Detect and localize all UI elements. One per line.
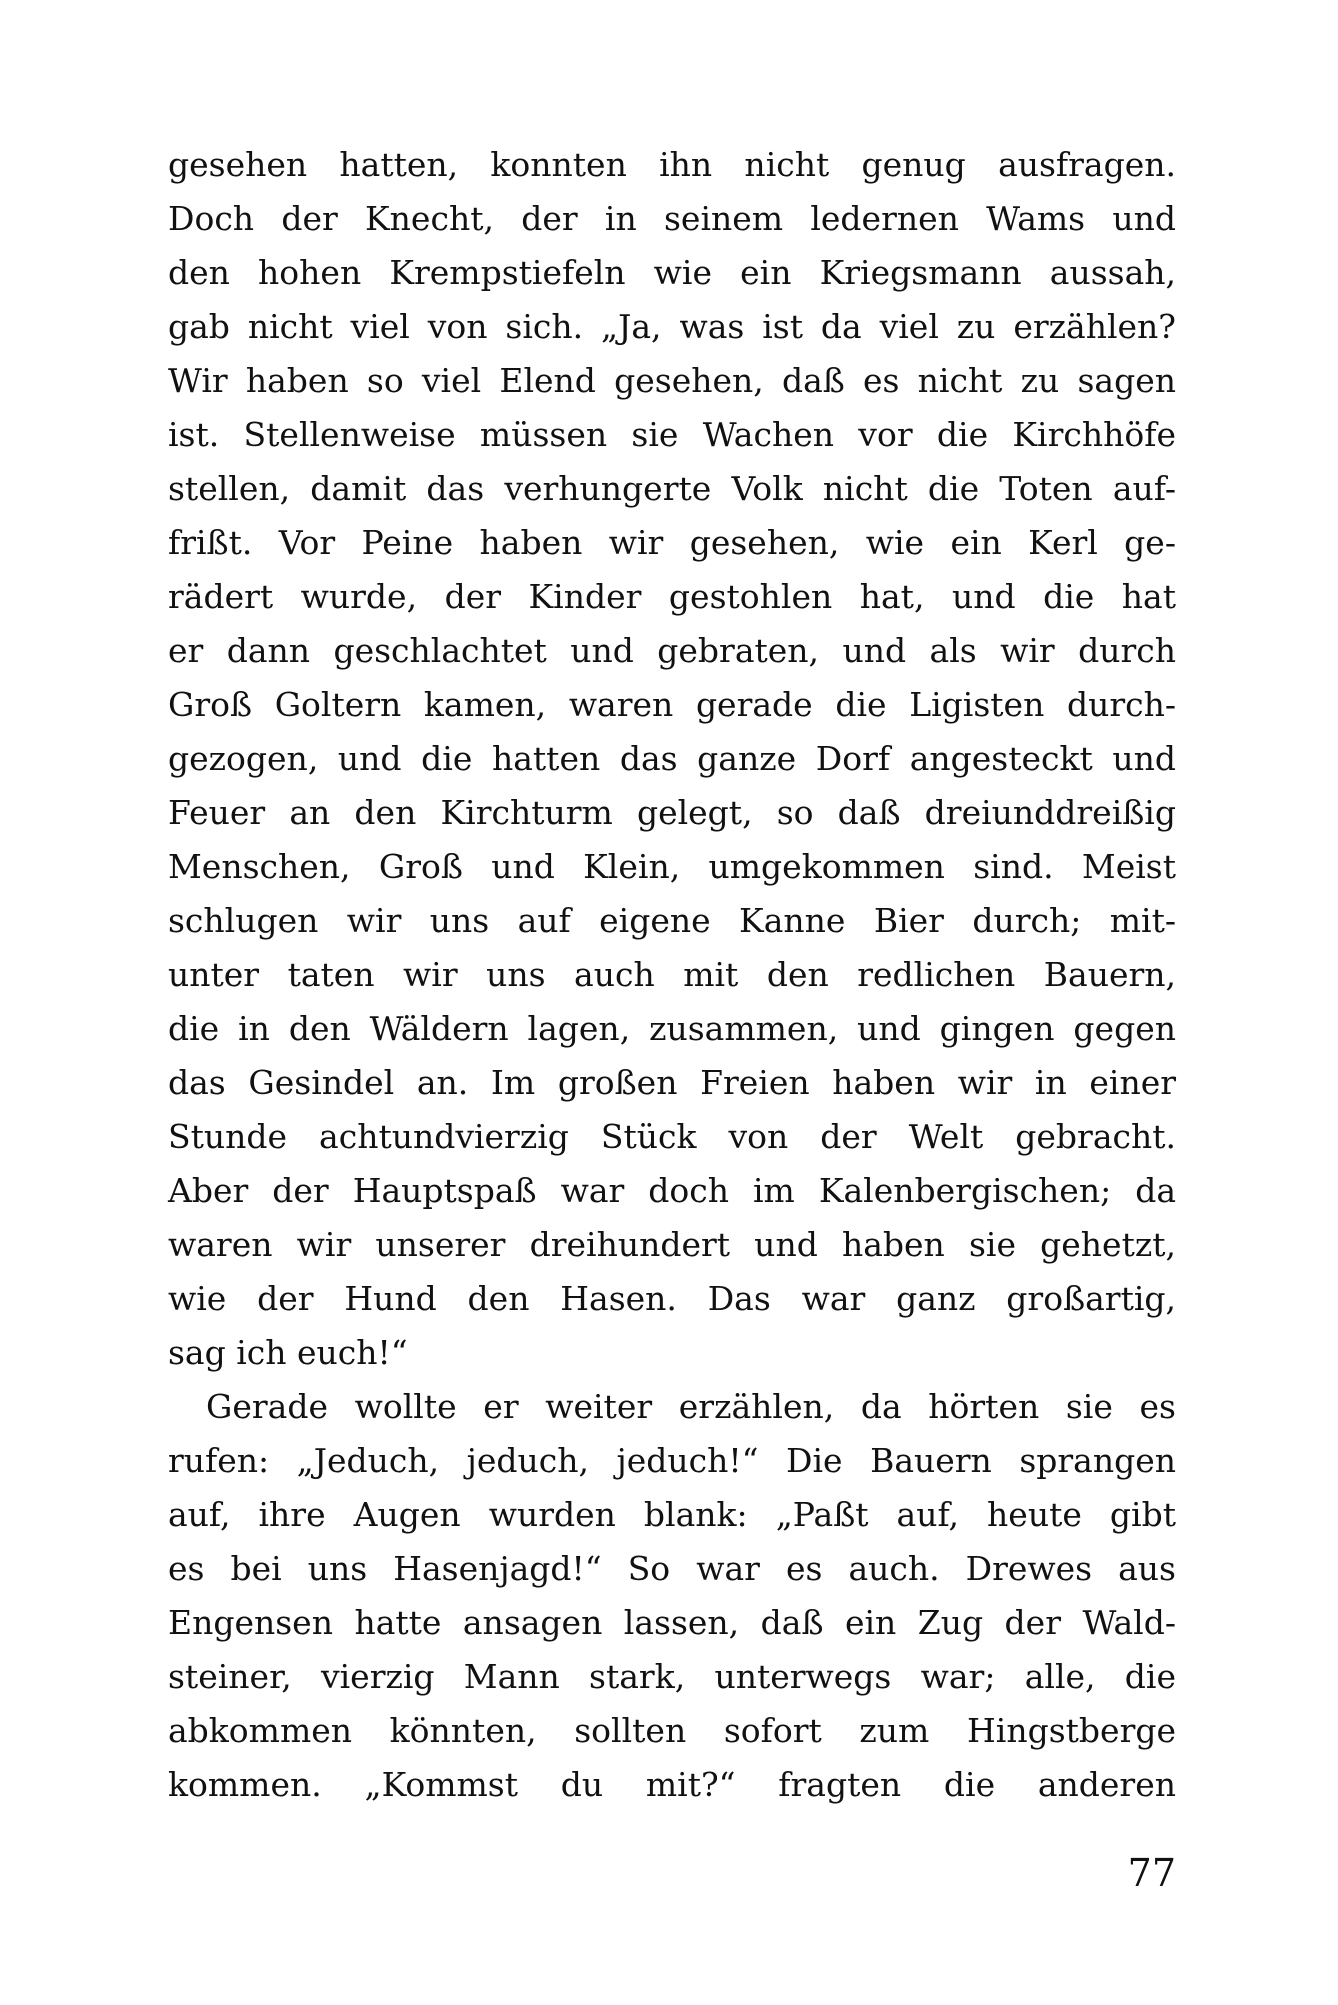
text-line: schlugen wir uns auf eigene Kanne Bier durch; mit- bbox=[168, 901, 1176, 940]
text-line: das Gesindel an. Im großen Freien haben wir in einer bbox=[168, 1063, 1176, 1102]
text-line: es bei uns Hasenjagd!“ So war es auch. Drewes aus bbox=[168, 1549, 1176, 1588]
body-text bbox=[168, 138, 1176, 1812]
text-line: frißt. Vor Peine haben wir gesehen, wie ein Kerl ge- bbox=[168, 523, 1176, 562]
text-line: Feuer an den Kirchturm gelegt, so daß dreiunddreißig bbox=[168, 793, 1176, 832]
text-line: Aber der Hauptspaß war doch im Kalenbergischen; da bbox=[168, 1171, 1176, 1210]
text-line: auf, ihre Augen wurden blank: „Paßt auf, heute gibt bbox=[168, 1495, 1176, 1534]
text-line: ist. Stellenweise müssen sie Wachen vor die Kirchhöfe bbox=[168, 415, 1176, 454]
text-line: kommen. „Kommst du mit?“ fragten die anderen bbox=[168, 1765, 1176, 1804]
text-line: Stunde achtundvierzig Stück von der Welt gebracht. bbox=[168, 1117, 1176, 1156]
text-line: er dann geschlachtet und gebraten, und als wir durch bbox=[168, 631, 1176, 670]
text-line: Gerade wollte er weiter erzählen, da hörten sie es bbox=[206, 1387, 1176, 1426]
text-line: stellen, damit das verhungerte Volk nicht die Toten auf- bbox=[168, 469, 1176, 508]
text-line: gezogen, und die hatten das ganze Dorf angesteckt und bbox=[168, 739, 1176, 778]
text-line: abkommen könnten, sollten sofort zum Hingstberge bbox=[168, 1711, 1176, 1750]
text-line: gab nicht viel von sich. „Ja, was ist da viel zu erzählen? bbox=[168, 307, 1176, 346]
text-line: Menschen, Groß und Klein, umgekommen sind. Meist bbox=[168, 847, 1176, 886]
page-number: 77 bbox=[1127, 1851, 1176, 1895]
text-line: unter taten wir uns auch mit den redlichen Bauern, bbox=[168, 955, 1176, 994]
text-line: rufen: „Jeduch, jeduch, jeduch!“ Die Bauern sprangen bbox=[168, 1441, 1176, 1480]
text-line: steiner, vierzig Mann stark, unterwegs war; alle, die bbox=[168, 1657, 1176, 1696]
text-line: rädert wurde, der Kinder gestohlen hat, und die hat bbox=[168, 577, 1176, 616]
text-line: die in den Wäldern lagen, zusammen, und gingen gegen bbox=[168, 1009, 1176, 1048]
text-line: Engensen hatte ansagen lassen, daß ein Zug der Wald- bbox=[168, 1603, 1176, 1642]
text-line: den hohen Krempstiefeln wie ein Kriegsmann aussah, bbox=[168, 253, 1176, 292]
text-line: gesehen hatten, konnten ihn nicht genug ausfragen. bbox=[168, 145, 1176, 184]
text-line: Wir haben so viel Elend gesehen, daß es nicht zu sagen bbox=[168, 361, 1176, 400]
text-line: waren wir unserer dreihundert und haben sie gehetzt, bbox=[168, 1225, 1176, 1264]
text-line: wie der Hund den Hasen. Das war ganz großartig, bbox=[168, 1279, 1176, 1318]
text-line: Groß Goltern kamen, waren gerade die Ligisten durch- bbox=[168, 685, 1176, 724]
text-line: sag ich euch!“ bbox=[168, 1333, 408, 1372]
text-line: Doch der Knecht, der in seinem ledernen Wams und bbox=[168, 199, 1176, 238]
